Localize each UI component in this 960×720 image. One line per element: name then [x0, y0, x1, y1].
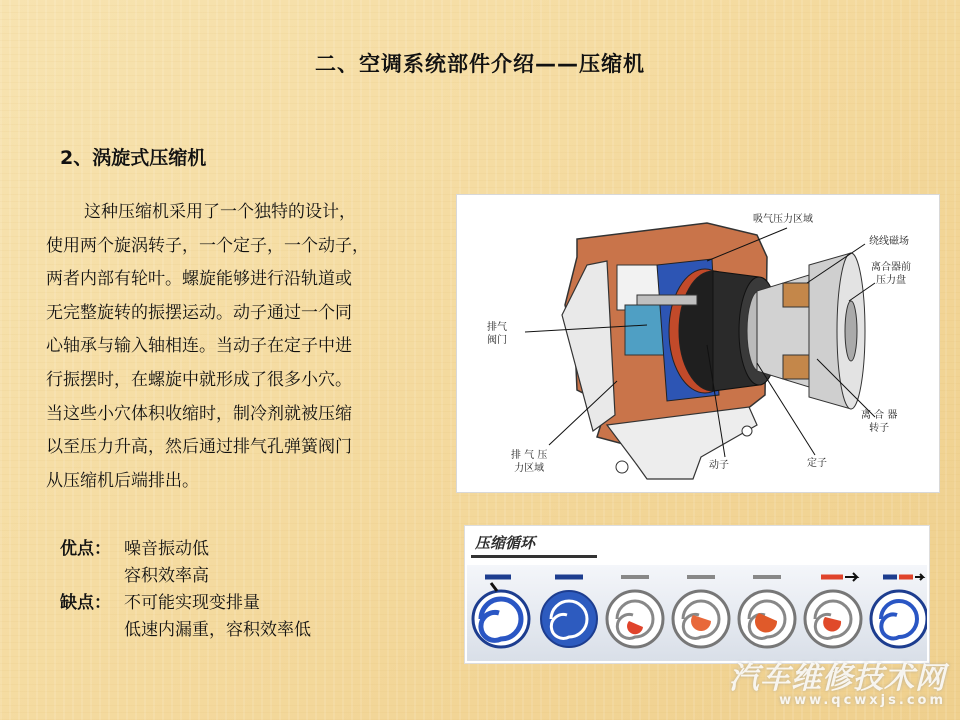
paragraph-line: 两者内部有轮叶。螺旋能够进行沿轨道或: [46, 269, 352, 290]
label-line: 离合器前: [871, 262, 911, 273]
watermark-url: www.qcwxjs.com: [779, 693, 946, 708]
pros-cons-list: [60, 536, 311, 644]
label-field-coil: 绕线磁场: [869, 236, 909, 247]
label-stator: 定子: [807, 458, 827, 469]
label-rotor: 动子: [709, 460, 729, 471]
compressor-cutaway-diagram: [457, 195, 939, 492]
section-subtitle: 2、涡旋式压缩机: [60, 147, 207, 169]
pros-item: 容积效率高: [124, 566, 209, 586]
caption-underline: [471, 555, 597, 558]
label-line: 排 气 压: [511, 450, 548, 461]
label-clutch-front-plate: [871, 261, 911, 287]
paragraph-line: 无完整旋转的振摆运动。动子通过一个同: [46, 302, 352, 323]
paragraph-line: 这种压缩机采用了一个独特的设计，: [84, 202, 356, 222]
description-paragraph: [46, 196, 446, 498]
label-line: 离 合 器: [861, 410, 898, 421]
paragraph-line: 使用两个旋涡转子，一个定子，一个动子，: [46, 235, 369, 256]
slide-title: 二、空调系统部件介绍——压缩机: [315, 52, 645, 76]
cycle-caption: 压缩循环: [475, 534, 536, 552]
cycle-stages-strip: [467, 565, 927, 661]
pros-item: 噪音振动低: [124, 539, 209, 559]
label-line: 转子: [869, 423, 890, 434]
paragraph-line: 以至压力升高，然后通过排气孔弹簧阀门: [46, 437, 352, 458]
label-exhaust-zone: [511, 449, 547, 475]
compressor-illustration: [457, 195, 939, 492]
label-line: 力区域: [514, 463, 545, 474]
cons-label: 缺点：: [60, 593, 111, 613]
label-exhaust-valve: [487, 321, 507, 347]
paragraph-line: 心轴承与输入轴相连。当动子在定子中进: [46, 336, 352, 357]
label-line: 压力盘: [876, 275, 906, 286]
cons-item: 低速内漏重，容积效率低: [124, 620, 311, 640]
paragraph-line: 行振摆时，在螺旋中就形成了很多小穴。: [46, 369, 352, 390]
label-line: 排气: [487, 322, 507, 333]
pros-label: 优点：: [60, 539, 111, 559]
watermark: [729, 653, 946, 708]
watermark-title: 汽车维修技术网: [729, 661, 946, 696]
label-line: 阀门: [487, 335, 507, 346]
cons-item: 不可能实现变排量: [124, 593, 260, 613]
label-suction-zone: 吸气压力区域: [753, 214, 813, 225]
paragraph-line: 从压缩机后端排出。: [46, 470, 199, 491]
paragraph-line: 当这些小穴体积收缩时，制冷剂就被压缩: [46, 403, 352, 424]
label-clutch-rotor: [861, 409, 897, 435]
compression-cycle-figure: [465, 526, 929, 663]
